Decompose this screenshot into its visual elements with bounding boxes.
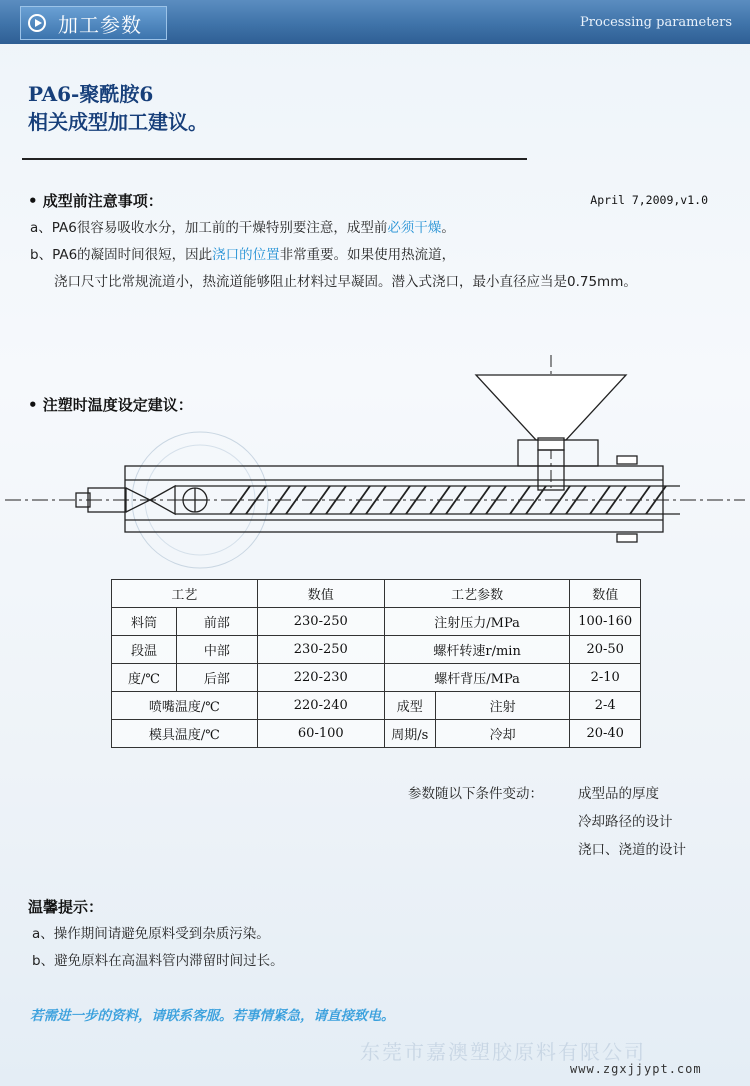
title-line2: 相关成型加工建议。 xyxy=(28,110,208,134)
cell-cool: 冷却 xyxy=(435,720,570,748)
cell-inject-val: 2-4 xyxy=(570,692,641,720)
header-title-en: Processing parameters xyxy=(580,15,732,30)
tip-b: b、避免原料在高温料管内滞留时间过长。 xyxy=(32,953,284,969)
cell-inj-pressure-val: 100-160 xyxy=(570,608,641,636)
page-title xyxy=(28,80,208,136)
tip-a: a、操作期间请避免原料受到杂质污染。 xyxy=(32,926,270,942)
cell-cycle-1: 成型 xyxy=(384,692,435,720)
condition-item: 成型品的厚度 xyxy=(578,786,659,802)
header-title: 加工参数 xyxy=(58,13,142,37)
cell-middle: 中部 xyxy=(177,636,258,664)
note-a-highlight: 必须干燥 xyxy=(387,220,442,236)
title-rule xyxy=(22,158,527,160)
cell-rear-val: 220-230 xyxy=(257,664,384,692)
condition-item: 冷却路径的设计 xyxy=(578,814,673,830)
cell-back-pressure: 螺杆背压/MPa xyxy=(384,664,570,692)
cell-inj-pressure: 注射压力/MPa xyxy=(384,608,570,636)
note-a-suffix: 。 xyxy=(441,220,455,236)
temperature-heading: • 注塑时温度设定建议： xyxy=(28,396,193,414)
injection-machine-diagram xyxy=(0,350,750,570)
cell-screw-speed-val: 20-50 xyxy=(570,636,641,664)
cell-barrel-1: 料筒 xyxy=(112,608,177,636)
company-watermark: 东莞市嘉澳塑胶原料有限公司 xyxy=(360,1040,646,1064)
note-a xyxy=(30,218,455,238)
note-b-text: b、PA6的凝固时间很短，因此 xyxy=(30,247,213,263)
th-value: 数值 xyxy=(257,580,384,608)
cell-front: 前部 xyxy=(177,608,258,636)
conditions-label: 参数随以下条件变动： xyxy=(408,786,543,802)
cell-mold-val: 60-100 xyxy=(257,720,384,748)
tips-heading: 温馨提示： xyxy=(28,898,104,916)
play-circle-icon xyxy=(28,14,46,32)
cell-front-val: 230-250 xyxy=(257,608,384,636)
th-param: 工艺参数 xyxy=(384,580,570,608)
note-b-line2: 浇口尺寸比常规流道小，热流道能够阻止材料过早凝固。潜入式浇口，最小直径应当是0.75mm。 xyxy=(54,274,637,290)
cell-back-pressure-val: 2-10 xyxy=(570,664,641,692)
cell-cool-val: 20-40 xyxy=(570,720,641,748)
condition-item: 浇口、浇道的设计 xyxy=(578,842,686,858)
th-process: 工艺 xyxy=(112,580,258,608)
cell-middle-val: 230-250 xyxy=(257,636,384,664)
contact-note: 若需进一步的资料，请联系客服。若事情紧急，请直接致电。 xyxy=(30,1008,395,1024)
cell-cycle-2: 周期/s xyxy=(384,720,435,748)
cell-screw-speed: 螺杆转速r/min xyxy=(384,636,570,664)
pre-molding-heading: • 成型前注意事项： xyxy=(28,192,163,210)
note-b xyxy=(30,245,455,265)
note-b-suffix: 非常重要。如果使用热流道， xyxy=(279,247,456,263)
note-b-highlight: 浇口的位置 xyxy=(212,247,280,263)
parameter-table xyxy=(111,579,641,748)
website-watermark: www.zgxjjypt.com xyxy=(570,1062,702,1076)
th-value2: 数值 xyxy=(570,580,641,608)
cell-inject: 注射 xyxy=(435,692,570,720)
cell-nozzle-val: 220-240 xyxy=(257,692,384,720)
cell-nozzle: 喷嘴温度/℃ xyxy=(112,692,258,720)
cell-rear: 后部 xyxy=(177,664,258,692)
cell-barrel-2: 段温 xyxy=(112,636,177,664)
cell-barrel-3: 度/℃ xyxy=(112,664,177,692)
cell-mold: 模具温度/℃ xyxy=(112,720,258,748)
title-line1: PA6-聚酰胺6 xyxy=(28,82,154,106)
note-a-text: a、PA6很容易吸收水分，加工前的干燥特别要注意，成型前 xyxy=(30,220,388,236)
date-stamp: April 7,2009,v1.0 xyxy=(590,193,708,207)
